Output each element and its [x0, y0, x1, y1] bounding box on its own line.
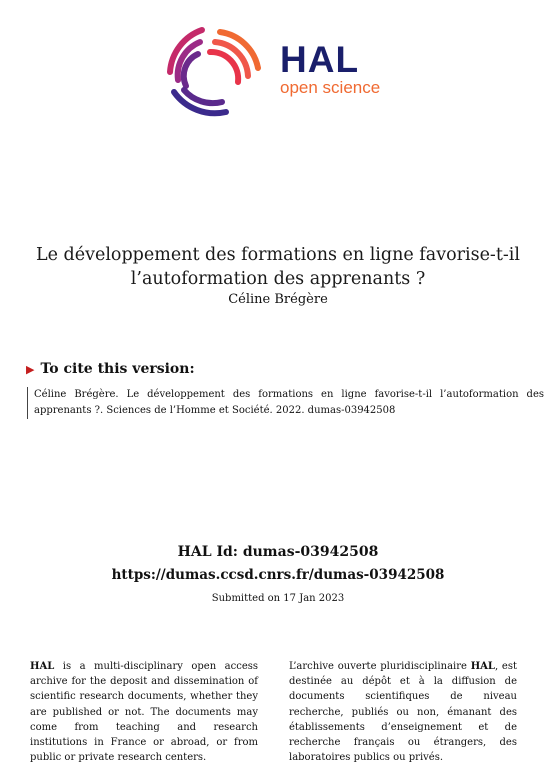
document-title	[20, 243, 536, 291]
french-notice-prefix: L’archive ouverte pluridisciplinaire	[289, 661, 471, 672]
author: Céline Brégère	[228, 292, 328, 307]
hal-id: HAL Id: dumas-03942508	[177, 544, 379, 560]
citation-text: Céline Brégère. Le développement des formations en ligne favorise-t-il l’autoformation des apprenants ?. Sciences de l’Homme et Société. 2022. dumas-03942508	[27, 387, 544, 419]
title-line-2: l’autoformation des apprenants ?	[130, 269, 426, 289]
title-line-1: Le développement des formations en ligne favorise-t-il	[35, 245, 520, 265]
cite-heading-text: To cite this version:	[40, 361, 195, 377]
french-hal-bold: HAL	[470, 661, 495, 672]
logo-tagline: open science	[280, 78, 381, 97]
french-notice-text: , est destinée au dépôt et à la diffusion de documents scientifiques de niveau recherche, publiés ou non, émanant des établissements d’enseignement et de recherche français ou étrangers, des laboratoires publics ou privés.	[289, 661, 517, 764]
french-notice	[289, 659, 517, 765]
english-notice-text: is a multi-disciplinary open access archive for the deposit and dissemination of scientific research documents, whether they are published or not. The documents may come from teaching and research institutions in France or abroad, or from public or private research centers.	[30, 661, 258, 764]
cite-heading	[26, 361, 195, 377]
hal-url-link[interactable]: https://dumas.ccsd.cnrs.fr/dumas-03942508	[111, 567, 445, 583]
english-notice	[30, 659, 258, 765]
submission-date: Submitted on 17 Jan 2023	[211, 593, 345, 604]
english-hal-bold: HAL	[30, 661, 55, 672]
triangle-right-icon: ▶	[26, 363, 35, 376]
hal-logo	[160, 20, 410, 120]
logo-hal-text: HAL	[280, 39, 360, 80]
hal-logo-mark	[160, 20, 270, 120]
